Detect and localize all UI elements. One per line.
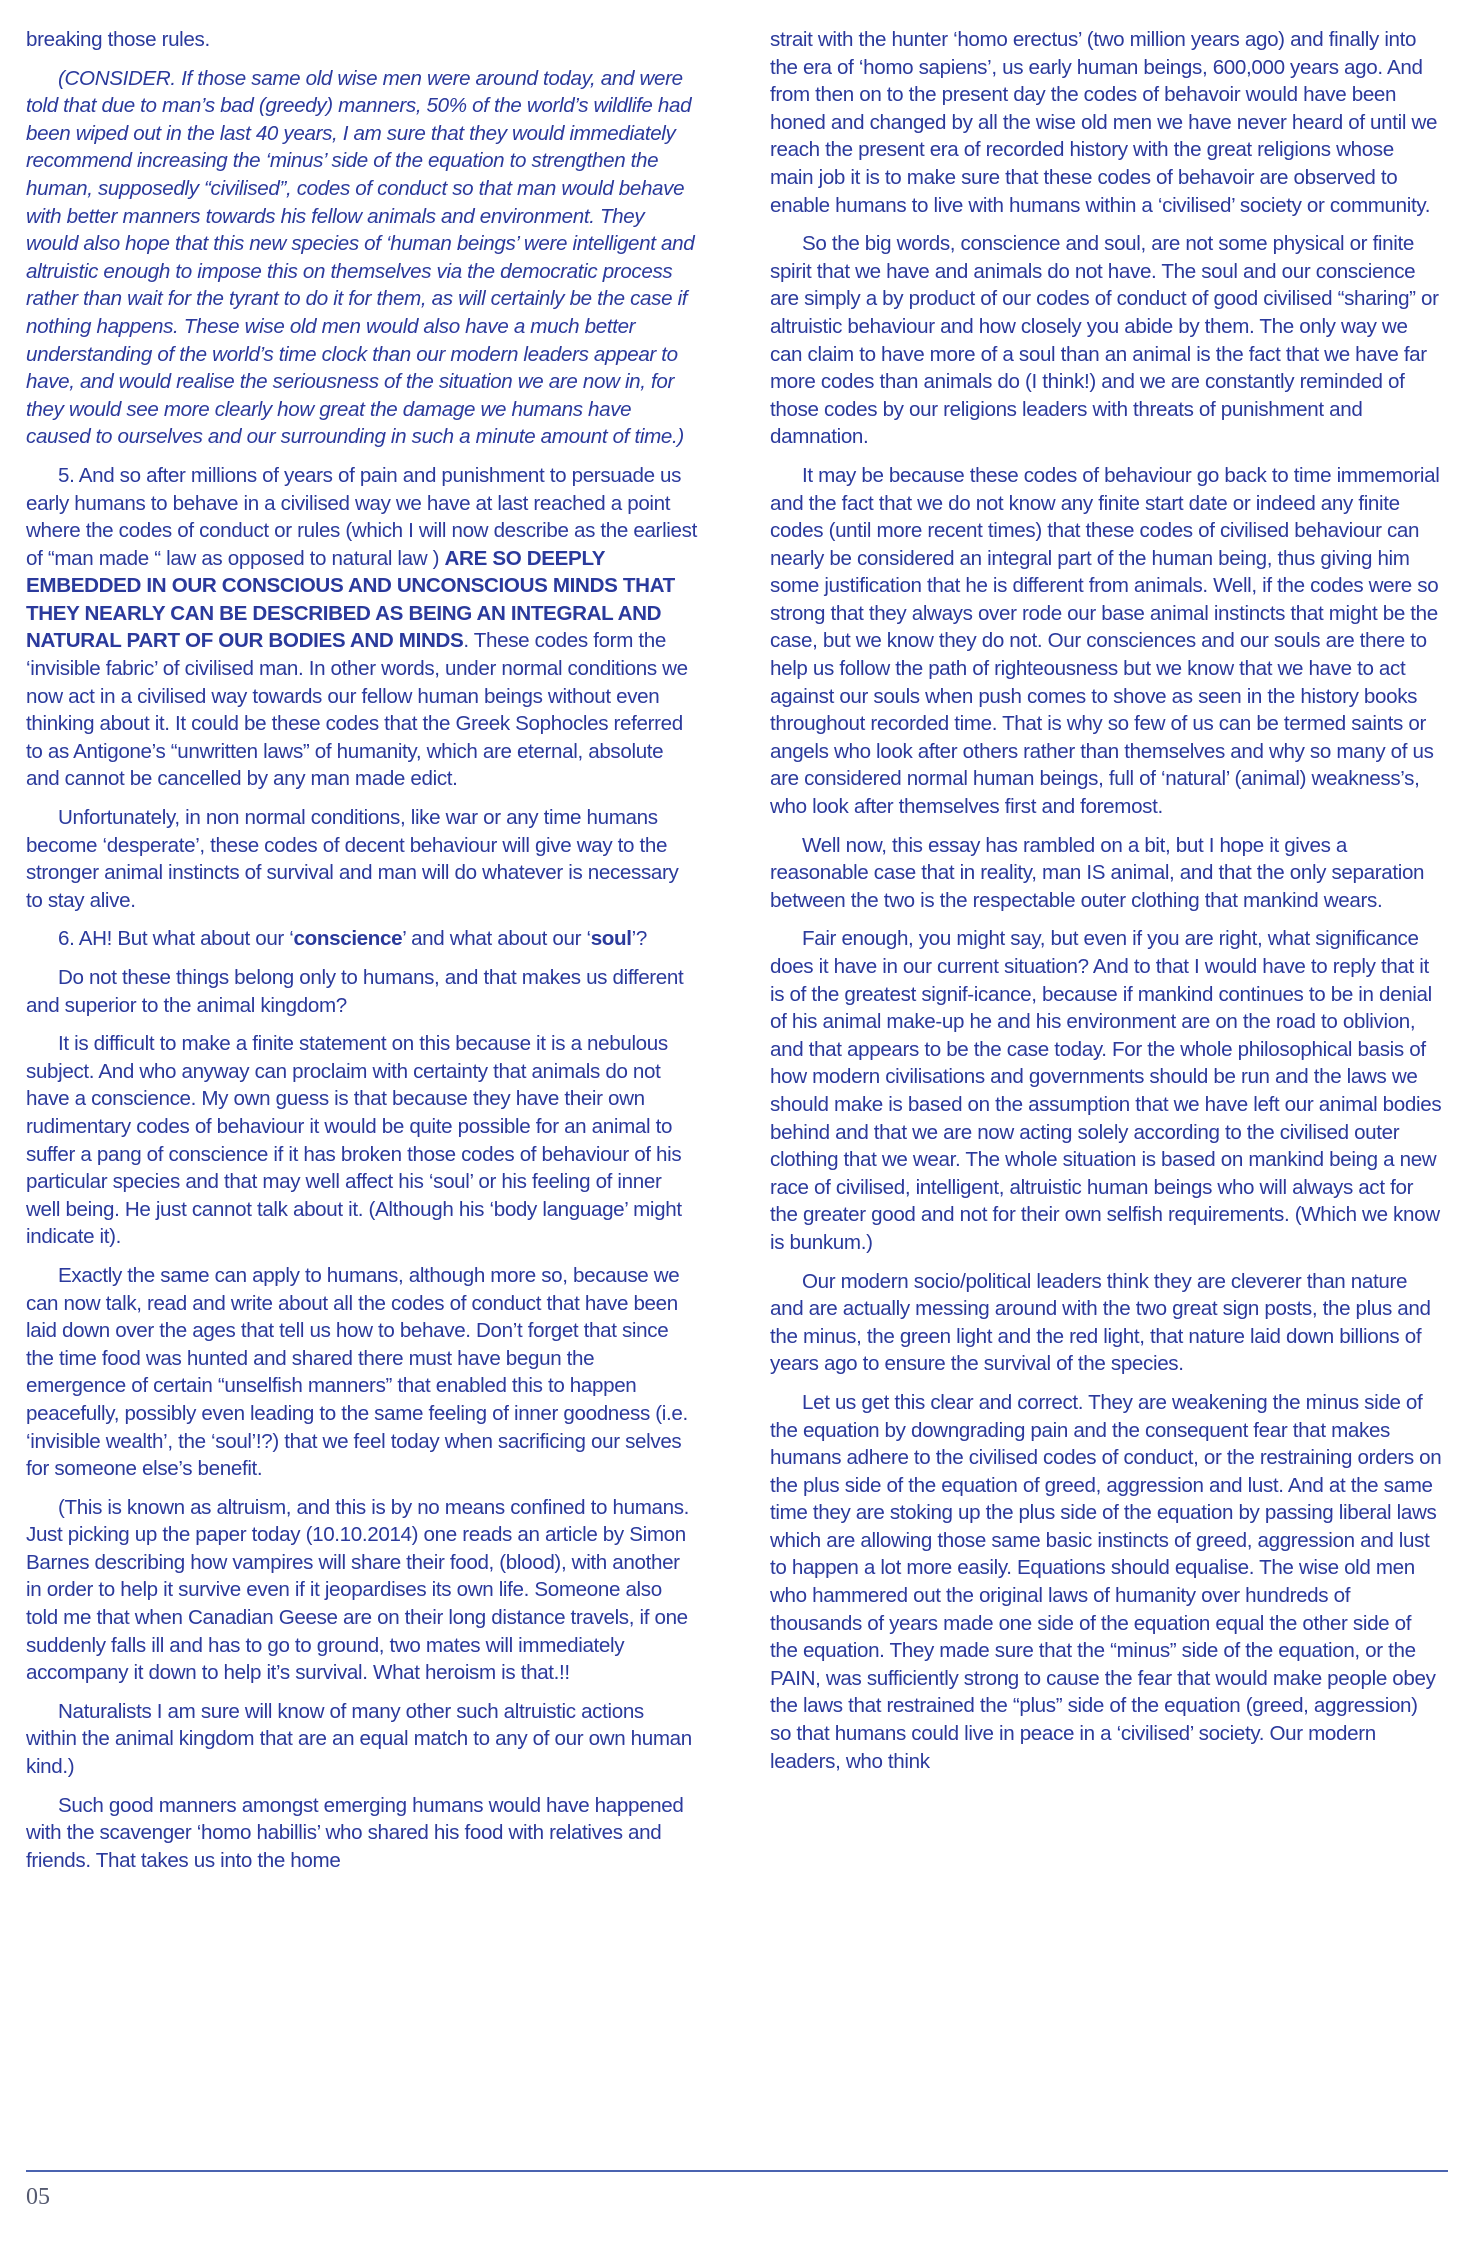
text-run: 5. And so after millions of years of pain and punishment to persuade us early humans to behave in a civilised way we have at last reached a point where the codes of conduct or rules (which I will now describe as the earliest of “man made “ law as opposed to natural law ) (26, 463, 697, 570)
paragraph: Do not these things belong only to humans, and that makes us different and superior to the animal kingdom? (26, 966, 684, 1017)
paragraph: Let us get this clear and correct. They are weakening the minus side of the equation by downgrading pain and the consequent fear that makes humans adhere to the civilised codes of conduct, or the restraining orders on the plus side of the equation of greed, aggression and lust. And at the same time they are stoking up the plus side of the equation by passing liberal laws which are allowing those same basic instincts of greed, aggression and lust to happen a lot more easily. Equations should equalise. The wise old men who hammered out the original laws of humanity over hundreds of thousands of years made one side of the equation equal the other side of the equation. They made sure that the “minus” side of the equation, or the PAIN, was sufficiently strong to cause the fear that would make people obey the laws that restrained the “plus” side of the equation (greed, aggression) so that humans could live in peace in a ‘civilised’ society. Our modern leaders, who think (770, 1390, 1442, 1773)
paragraph-consider-aside: (CONSIDER. If those same old wise men were around today, and were told that due to man’s bad (greedy) manners, 50% of the world’s wildlife had been wiped out in the last 40 years, I am sure that they would immediately recommend increasing the ‘minus’ side of the equation to strengthen the human, supposedly “civilised”, codes of conduct so that man would behave with better manners towards his fellow animals and environment. They would also hope that this new species of ‘human beings’ were intelligent and altruistic enough to impose this on themselves via the democratic process rather than wait for the tyrant to do it for them, as will certainly be the case if nothing happens. These wise old men would also have a much better understanding of the world’s time clock than our modern leaders appear to have, and would realise the seriousness of the situation we are now in, for they would see more clearly how great the damage we humans have caused to ourselves and our surrounding in such a minute amount of time.) (26, 66, 695, 449)
paragraph: Unfortunately, in non normal conditions, like war or any time humans become ‘desperate’, these codes of decent behaviour will give way to the stronger animal instincts of survival and man will do whatever is necessary to stay alive. (26, 806, 679, 912)
paragraph: Our modern socio/political leaders think they are cleverer than nature and are actually messing around with the two great sign posts, the plus and the minus, the green light and the red light, that nature laid down billions of years ago to ensure the survival of the species. (770, 1269, 1431, 1376)
text-run: ’? (631, 927, 647, 951)
paragraph-point-5 (26, 462, 698, 793)
emphasis-text: ARE SO DEEPLY EMBEDDED IN OUR CONSCIOUS AND UNCONSCIOUS MINDS THAT THEY NEARLY CAN BE DESCRIBED AS BEING AN INTEGRAL AND NATURAL PART OF OUR BODIES AND MINDS (26, 546, 675, 653)
paragraph-continuation: breaking those rules. (26, 28, 210, 51)
paragraph-continuation: strait with the hunter ‘homo erectus’ (two million years ago) and finally into the era of ‘homo sapiens’, us early human beings, 600,000 years ago. And from then on to the present day the codes of behavoir would have been honed and changed by all the wise old men we have never heard of until we reach the present era of recorded history with the great religions whose main job it is to make sure that these codes of behavoir are observed to enable humans to live with humans within a ‘civilised’ society or community. (770, 28, 1438, 217)
paragraph: Well now, this essay has rambled on a bit, but I hope it gives a reasonable case that in reality, man IS animal, and that the only separation between the two is the respectable outer clothing that mankind wears. (770, 833, 1425, 912)
paragraph: It may be because these codes of behaviour go back to time immemorial and the fact that we do not know any finite start date or indeed any finite codes (until more recent times) that these codes of civilised behaviour can nearly be considered an integral part of the human being, thus giving him some justification that he is different from animals. Well, if the codes were so strong that they always over rode our base animal instincts that might be the case, but we know they do not. Our consciences and our souls are there to help us follow the path of righteousness but we know that we have to act against our souls when push comes to shove as seen in the history books throughout recorded time. That is why so few of us can be termed saints or angels who look after others rather than themselves and why so many of us are considered normal human beings, full of ‘natural’ (animal) weakness’s, who look after themselves first and foremost. (770, 463, 1440, 819)
paragraph: Such good manners amongst emerging humans would have happened with the scavenger ‘homo habillis’ who shared his food with relatives and friends. That takes us into the home (26, 1793, 684, 1872)
emphasis-soul: soul (590, 927, 632, 951)
paragraph: Naturalists I am sure will know of many other such altruistic actions within the animal kingdom that are an equal match to any of our own human kind.) (26, 1699, 692, 1779)
emphasis-conscience: conscience (293, 927, 403, 951)
left-column (26, 26, 698, 1885)
paragraph: (This is known as altruism, and this is by no means confined to humans. Just picking up the paper today (10.10.2014) one reads an article by Simon Barnes describing how vampires will share their food, (blood), with another in order to help it survive even if it jeopardises its own life. Someone also told me that when Canadian Geese are on their long distance travels, if one suddenly falls ill and has to go to ground, two mates will immediately accompany it down to help it’s survival. What heroism is that.!! (26, 1495, 690, 1685)
paragraph: Exactly the same can apply to humans, although more so, because we can now talk, read and write about all the codes of conduct that have been laid down over the ages that tell us how to behave. Don’t forget that since the time food was hunted and shared there must have begun the emergence of certain “unselfish manners” that enabled this to happen peacefully, possibly even leading to the same feeling of inner goodness (i.e. ‘invisible wealth’, the ‘soul’!?) that we feel today when sacrificing our selves for someone else’s benefit. (26, 1263, 688, 1481)
paragraph: Fair enough, you might say, but even if you are right, what significance does it have in our current situation? And to that I would have to reply that it is of the greatest signif-icance, because if mankind continues to be in denial of his animal make-up he and his environment are on the road to oblivion, and that appears to be the case today. For the whole philosophical basis of how modern civilisations and governments should be run and the laws we should make is based on the assumption that we have left our animal bodies behind and that we are now acting solely according to the civilised outer clothing that we wear. The whole situation is based on mankind being a new race of civilised, intelligent, altruistic human beings who will always act for the greater good and not for their own selfish requirements. (Which we know is bunkum.) (770, 927, 1442, 1254)
paragraph: It is difficult to make a finite statement on this because it is a nebulous subject. And who anyway can proclaim with certainty that animals do not have a conscience. My own guess is that because they have their own rudimentary codes of behaviour it would be quite possible for an animal to suffer a pang of conscience if it has broken those codes of behaviour of his particular species and that may well affect his ‘soul’ or his feeling of inner well being. He just cannot talk about it. (Although his ‘body language’ might indicate it). (26, 1032, 682, 1249)
text-run: 6. AH! But what about our ‘ (58, 927, 294, 951)
text-run: ’ and what about our ‘ (402, 927, 591, 951)
text-run: . These codes form the ‘invisible fabric’ of civilised man. In other words, under normal conditions we now act in a civilised way towards our fellow human beings without even thinking about it. It could be these codes that the Greek Sophocles referred to as Antigone’s “unwritten laws” of humanity, which are eternal, absolute and cannot be cancelled by any man made edict. (26, 629, 688, 791)
footer-divider (26, 2170, 1448, 2172)
paragraph-point-6 (26, 925, 698, 953)
right-column (770, 26, 1442, 1786)
paragraph: So the big words, conscience and soul, are not some physical or finite spirit that we have and animals do not have. The soul and our conscience are simply a by product of our codes of conduct of good civilised “sharing” or altruistic behaviour and how closely you abide by them. The only way we can claim to have more of a soul than an animal is the fact that we have far more codes than animals do (I think!) and we are constantly reminded of those codes by our religions leaders with threats of punishment and damnation. (770, 232, 1439, 449)
page-number: 05 (26, 2184, 50, 2210)
